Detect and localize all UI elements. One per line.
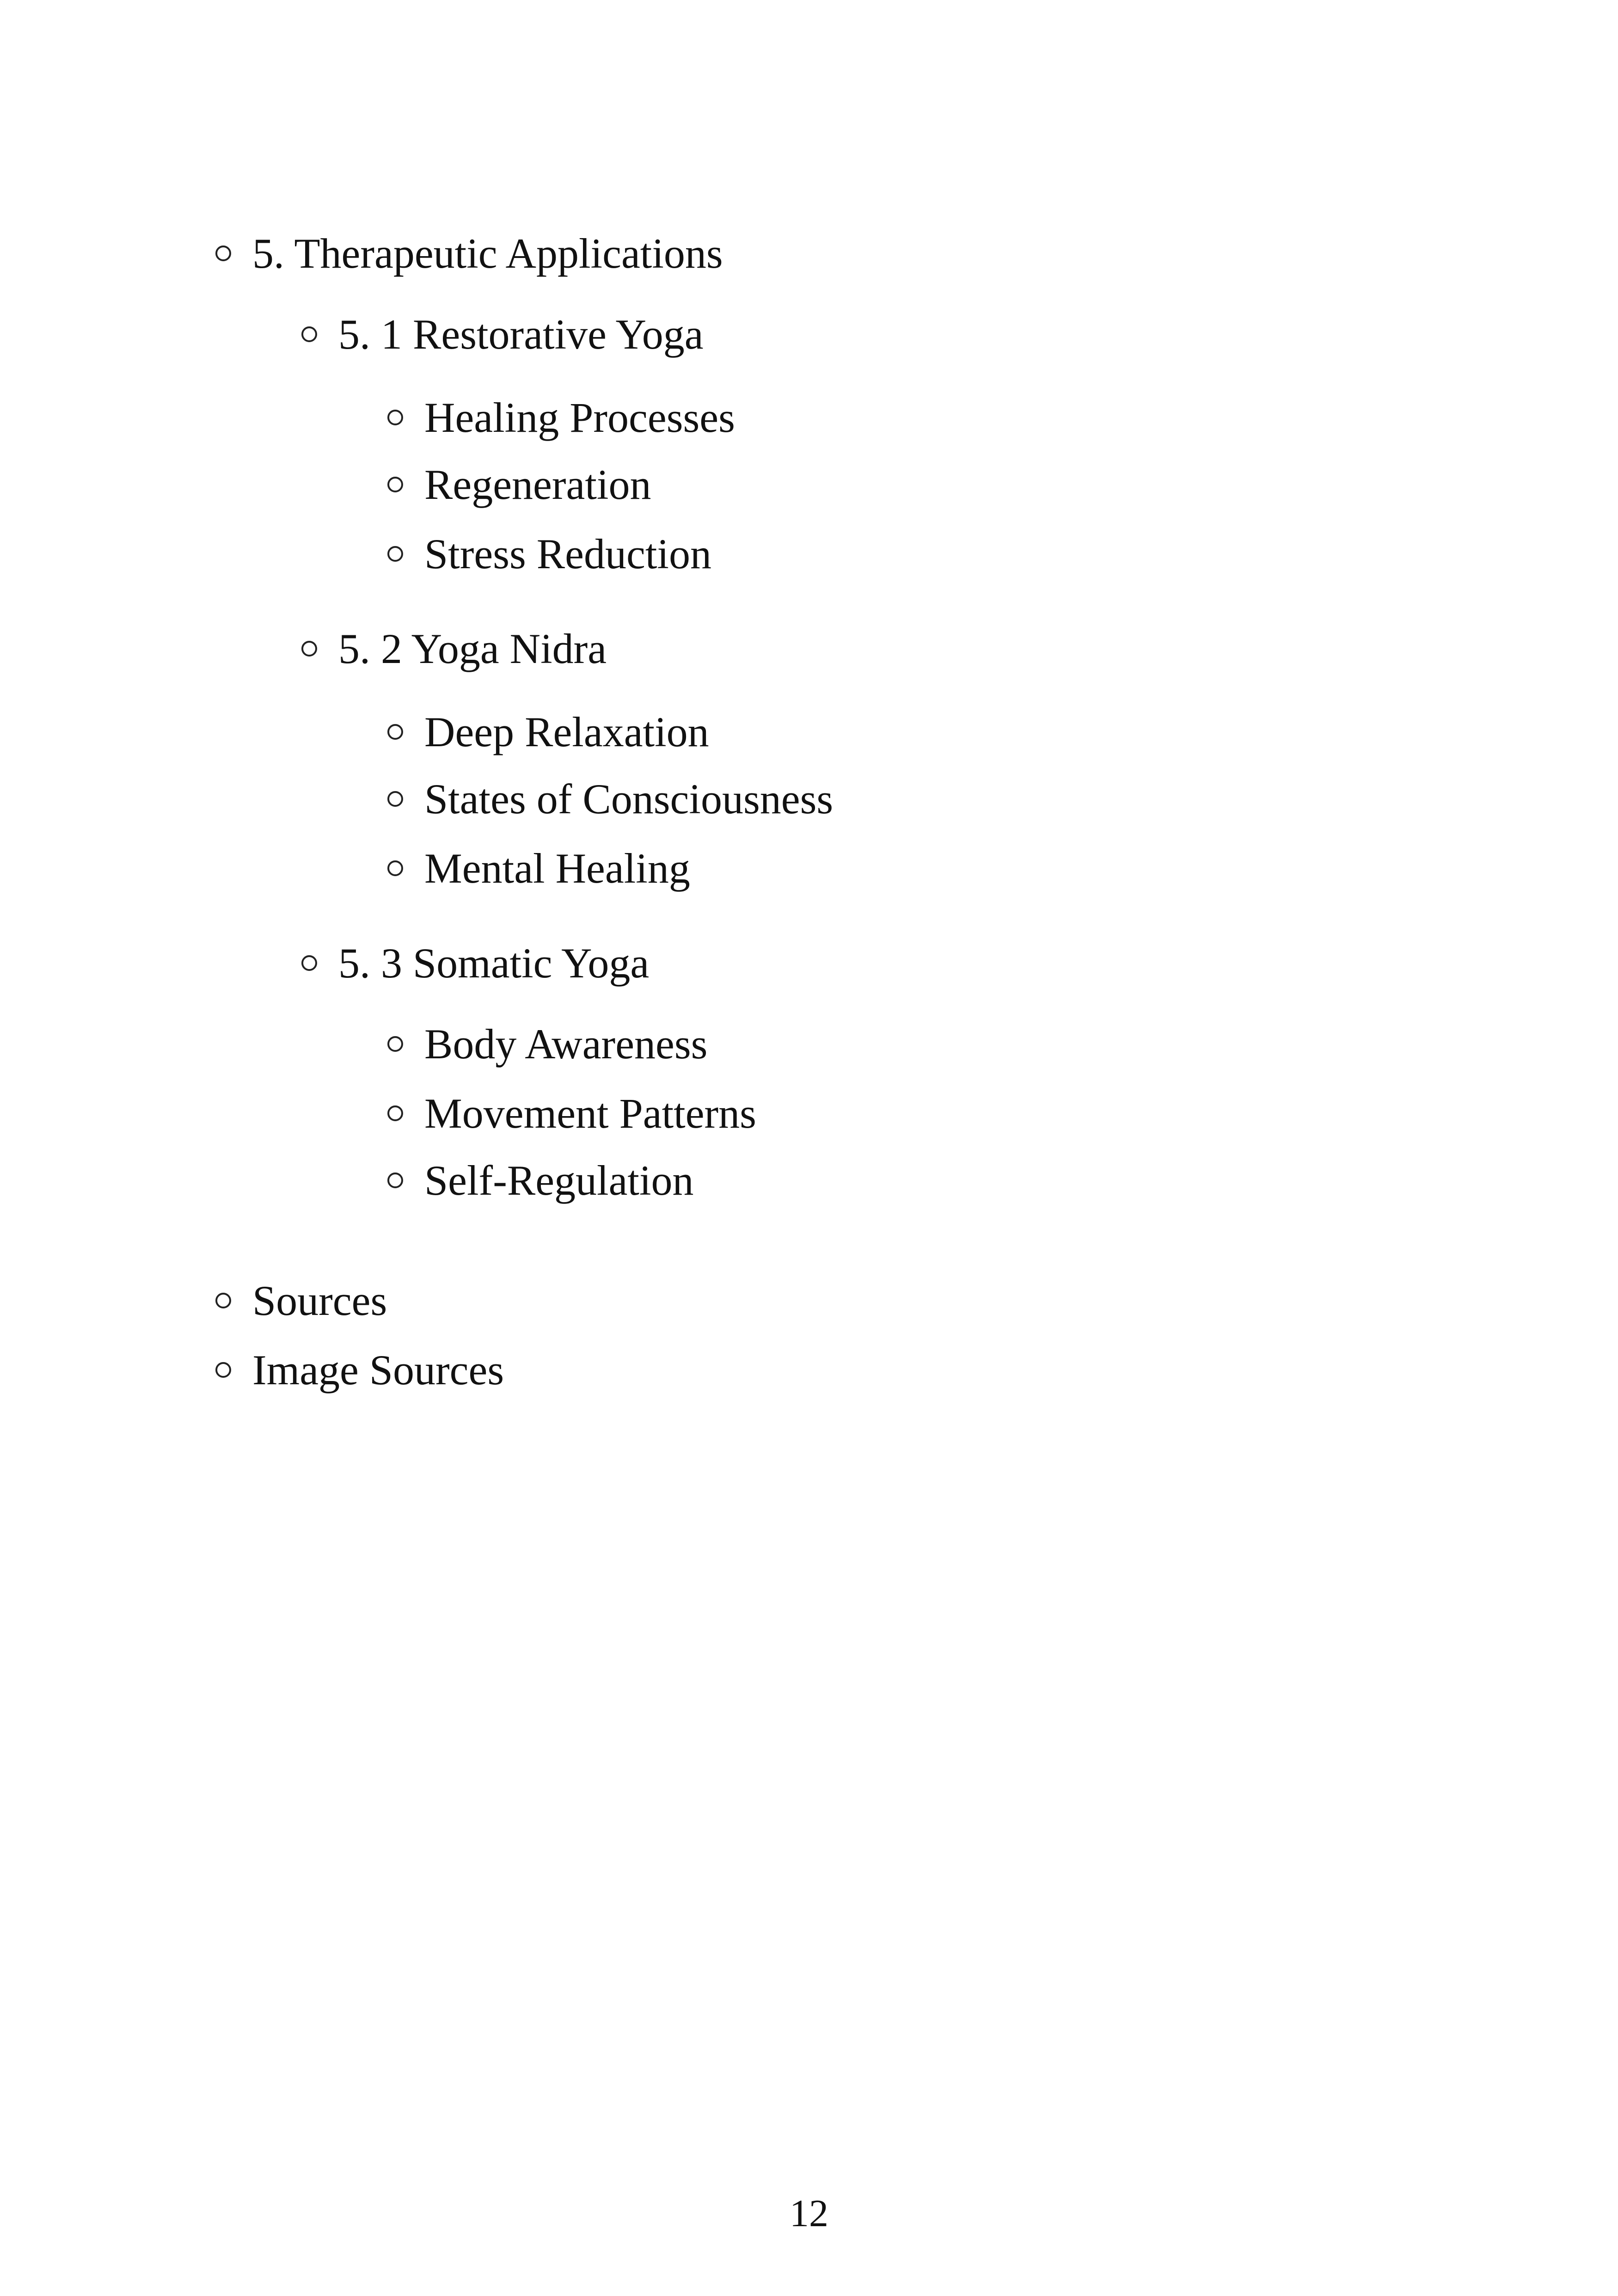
toc-entry-yoga-nidra[interactable] <box>301 623 607 674</box>
hollow-circle-bullet-icon <box>301 955 317 971</box>
hollow-circle-bullet-icon <box>215 1293 231 1308</box>
hollow-circle-bullet-icon <box>301 641 317 657</box>
toc-entry-regeneration[interactable] <box>387 459 651 510</box>
toc-entry-label: Movement Patterns <box>424 1090 756 1137</box>
toc-entry-movement-patterns[interactable] <box>387 1088 756 1139</box>
toc-entry-sources[interactable] <box>215 1275 387 1326</box>
toc-entry-stress-reduction[interactable] <box>387 528 711 579</box>
toc-entry-label: Deep Relaxation <box>424 708 709 755</box>
toc-entry-self-regulation[interactable] <box>387 1155 694 1206</box>
toc-entry-label: Mental Healing <box>424 845 690 892</box>
page-number: 12 <box>790 2192 828 2235</box>
toc-entry-label: 5. Therapeutic Applications <box>252 230 723 277</box>
toc-entry-label: Sources <box>252 1277 387 1324</box>
toc-entry-label: Self-Regulation <box>424 1157 694 1204</box>
toc-entry-label: Body Awareness <box>424 1020 708 1068</box>
toc-entry-body-awareness[interactable] <box>387 1019 707 1069</box>
toc-entry-states-of-consciousness[interactable] <box>387 774 833 824</box>
toc-entry-label: 5. 2 Yoga Nidra <box>338 625 607 672</box>
toc-entry-label: States of Consciousness <box>424 775 834 823</box>
toc-entry-label: Regeneration <box>424 461 651 508</box>
hollow-circle-bullet-icon <box>387 1105 403 1121</box>
toc-entry-label: 5. 3 Somatic Yoga <box>338 939 650 987</box>
hollow-circle-bullet-icon <box>387 1036 403 1052</box>
hollow-circle-bullet-icon <box>387 791 403 807</box>
toc-entry-mental-healing[interactable] <box>387 843 690 894</box>
hollow-circle-bullet-icon <box>387 477 403 492</box>
hollow-circle-bullet-icon <box>215 246 231 261</box>
toc-entry-somatic-yoga[interactable] <box>301 938 649 988</box>
toc-entry-image-sources[interactable] <box>215 1344 504 1395</box>
toc-entry-restorative-yoga[interactable] <box>301 309 704 360</box>
toc-entry-label: Stress Reduction <box>424 530 711 577</box>
hollow-circle-bullet-icon <box>387 724 403 740</box>
hollow-circle-bullet-icon <box>215 1362 231 1378</box>
toc-entry-therapeutic-applications[interactable] <box>215 228 723 279</box>
toc-entry-healing-processes[interactable] <box>387 392 735 443</box>
hollow-circle-bullet-icon <box>387 410 403 425</box>
toc-entry-deep-relaxation[interactable] <box>387 706 709 757</box>
toc-entry-label: 5. 1 Restorative Yoga <box>338 311 704 358</box>
hollow-circle-bullet-icon <box>387 860 403 876</box>
hollow-circle-bullet-icon <box>387 546 403 562</box>
toc-entry-label: Image Sources <box>252 1346 504 1394</box>
hollow-circle-bullet-icon <box>387 1173 403 1188</box>
toc-entry-label: Healing Processes <box>424 394 735 441</box>
hollow-circle-bullet-icon <box>301 326 317 342</box>
